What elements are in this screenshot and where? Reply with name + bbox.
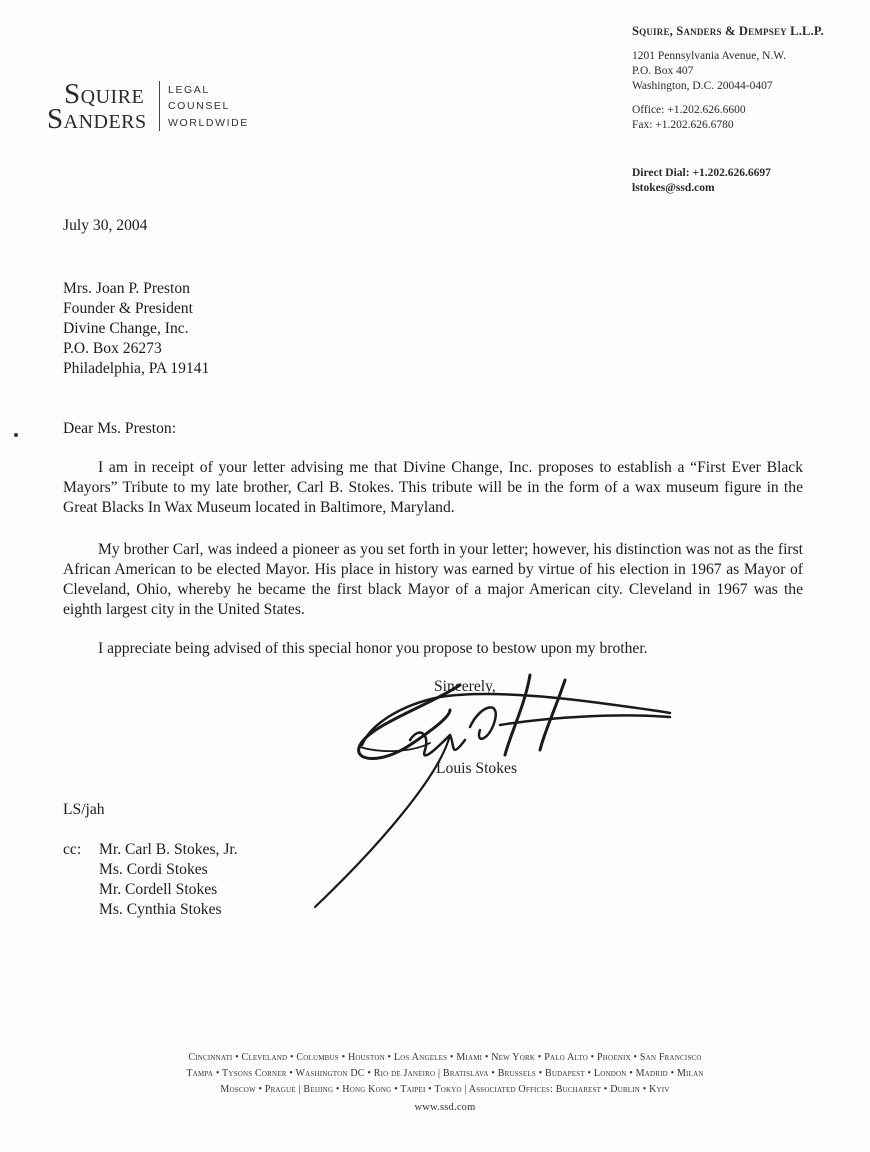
cc-recipient: Mr. Cordell Stokes [99,881,218,898]
logo-word-sanders: Sanders [47,103,147,135]
firm-fax: Fax: +1.202.626.6780 [632,119,734,131]
firm-address-line: P.O. Box 407 [632,65,694,77]
recipient-line: Founder & President [63,300,193,317]
logo-word-squire: Squire [64,78,145,110]
cc-label: cc: [63,841,82,858]
logo-tag-counsel: COUNSEL [168,100,230,112]
recipient-line: Divine Change, Inc. [63,320,189,337]
logo-divider [159,81,160,131]
firm-address-block [632,24,824,196]
typist-initials: LS/jah [63,801,105,818]
body-paragraph-3 [63,639,803,659]
email-link[interactable]: lstokes@ssd.com [632,182,715,194]
salutation: Dear Ms. Preston: [63,420,177,437]
body-paragraph-1 [63,458,803,518]
recipient-address [63,279,209,379]
signature-image [300,665,690,915]
logo-tag-worldwide: WORLDWIDE [168,117,249,129]
recipient-line: Philadelphia, PA 19141 [63,360,210,377]
footer-line: Cincinnati • Cleveland • Columbus • Houston • Los Angeles • Miami • New York • Palo Alto • Phoenix • San Francisco [188,1052,702,1063]
paragraph-text: I am in receipt of your letter advising me that Divine Change, Inc. proposes to establish a “First Ever Black Mayors” Tribute to my late brother, Carl B. Stokes. This tribute will be in the form of a wax museum figure in the Great Blacks In Wax Museum located in Baltimore, Maryland. [63,459,803,516]
office-locations-footer [100,1050,790,1116]
cc-recipient: Ms. Cordi Stokes [99,861,208,878]
cc-recipient: Mr. Carl B. Stokes, Jr. [99,841,238,858]
signer-name: Louis Stokes [436,760,518,777]
paragraph-text: I appreciate being advised of this special honor you propose to bestow upon my brother. [98,640,648,657]
scan-speck [14,433,18,437]
letter-date: July 30, 2004 [63,217,148,234]
firm-name: Squire, Sanders & Dempsey L.L.P. [632,24,824,38]
cc-recipient: Ms. Cynthia Stokes [99,901,222,918]
logo-tag-legal: LEGAL [168,84,210,96]
body-paragraph-2 [63,540,803,620]
firm-address-line: 1201 Pennsylvania Avenue, N.W. [632,50,786,62]
website-link[interactable]: www.ssd.com [414,1102,476,1113]
paragraph-text: My brother Carl, was indeed a pioneer as you set forth in your letter; however, his distinction was not as the first African American to be elected Mayor. His place in history was earned by virtue of his election in 1967 as Mayor of Cleveland, Ohio, whereby he became the first black Mayor of a major American city. Cleveland in 1967 was the eighth largest city in the United States. [63,541,803,618]
closing: Sincerely, [434,678,496,695]
firm-office-phone: Office: +1.202.626.6600 [632,104,746,116]
recipient-line: P.O. Box 26273 [63,340,162,357]
footer-line: Tampa • Tysons Corner • Washington DC • Rio de Janeiro | Bratislava • Brussels • Budapest • London • Madrid • Milan [186,1068,704,1079]
direct-dial: Direct Dial: +1.202.626.6697 [632,167,771,179]
footer-line: Moscow • Prague | Beijing • Hong Kong • Taipei • Tokyo | Associated Offices: Bucharest • Dublin • Kyiv [220,1084,670,1095]
firm-address-line: Washington, D.C. 20044-0407 [632,80,773,92]
recipient-line: Mrs. Joan P. Preston [63,280,190,297]
